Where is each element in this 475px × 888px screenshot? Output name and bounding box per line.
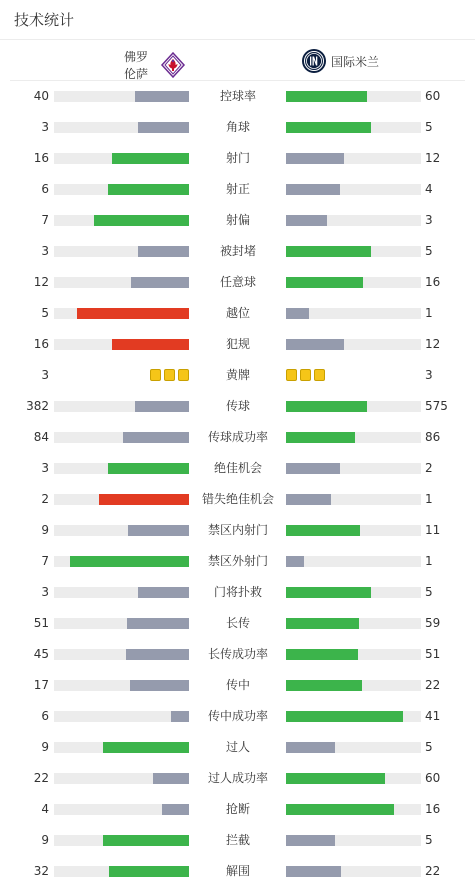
- home-value: 382: [26, 399, 49, 413]
- away-value: 59: [425, 616, 441, 630]
- stat-label: 被封堵: [219, 244, 256, 258]
- stat-row: [0, 112, 475, 143]
- home-bar-fill: [130, 680, 189, 691]
- home-bar-track: [54, 587, 189, 598]
- away-value: 86: [425, 430, 441, 444]
- stat-label: 解围: [225, 864, 250, 878]
- away-value: 12: [425, 151, 441, 165]
- stat-label: 门将扑救: [213, 585, 262, 599]
- away-value: 60: [425, 771, 441, 785]
- away-bar-fill: [286, 742, 335, 753]
- away-value: 5: [425, 120, 433, 134]
- away-value: 1: [425, 554, 433, 568]
- away-value: 575: [425, 399, 448, 413]
- away-bar-track: [286, 525, 421, 536]
- home-bar-fill: [112, 153, 189, 164]
- away-bar-fill: [286, 339, 344, 350]
- home-value: 3: [41, 368, 49, 382]
- home-bar-fill: [77, 308, 189, 319]
- away-value: 2: [425, 461, 433, 475]
- away-bar-track: [286, 246, 421, 257]
- home-value: 3: [41, 585, 49, 599]
- stat-label: 过人: [225, 740, 250, 754]
- stat-row: [0, 81, 475, 112]
- home-bar-fill: [103, 742, 189, 753]
- home-value: 9: [41, 523, 49, 537]
- section-header: [0, 0, 475, 40]
- away-bar-track: [286, 618, 421, 629]
- home-bar-track: [54, 835, 189, 846]
- stat-label: 过人成功率: [207, 771, 268, 785]
- stat-label: 射偏: [225, 213, 250, 227]
- away-value: 16: [425, 275, 441, 289]
- stat-row: [0, 484, 475, 515]
- home-value: 40: [33, 89, 49, 103]
- away-bar-fill: [286, 711, 403, 722]
- home-bar-fill: [127, 618, 189, 629]
- away-value: 11: [425, 523, 441, 537]
- stat-label: 任意球: [219, 275, 256, 289]
- home-value: 6: [41, 709, 49, 723]
- away-bar-track: [286, 773, 421, 784]
- away-value: 5: [425, 585, 433, 599]
- home-bar-track: [54, 432, 189, 443]
- home-bar-fill: [109, 866, 189, 877]
- home-value: 22: [33, 771, 49, 785]
- stat-label: 禁区外射门: [207, 554, 268, 568]
- away-bar-track: [286, 401, 421, 412]
- away-bar-track: [286, 866, 421, 877]
- stat-label: 射正: [225, 182, 250, 196]
- away-bar-fill: [286, 153, 344, 164]
- away-value: 41: [425, 709, 441, 723]
- away-bar-track: [286, 680, 421, 691]
- away-bar-track: [286, 494, 421, 505]
- away-bar-track: [286, 711, 421, 722]
- home-bar-track: [54, 649, 189, 660]
- stat-row: [0, 298, 475, 329]
- home-bar-track: [54, 742, 189, 753]
- home-bar-track: [54, 401, 189, 412]
- stat-label: 错失绝佳机会: [201, 492, 274, 506]
- home-value: 17: [33, 678, 49, 692]
- away-bar-fill: [286, 463, 340, 474]
- away-bar-fill: [286, 91, 367, 102]
- home-bar-fill: [123, 432, 189, 443]
- yellow-card-icon: [164, 369, 175, 381]
- away-bar-fill: [286, 556, 304, 567]
- stat-row: [0, 174, 475, 205]
- away-bar-fill: [286, 246, 371, 257]
- home-bar-track: [54, 91, 189, 102]
- home-bar-fill: [126, 649, 189, 660]
- home-bar-track: [54, 153, 189, 164]
- stat-row: [0, 825, 475, 856]
- away-value: 1: [425, 306, 433, 320]
- away-bar-track: [286, 804, 421, 815]
- away-bar-track: [286, 122, 421, 133]
- stat-row: [0, 360, 475, 391]
- home-bar-track: [54, 618, 189, 629]
- stat-row: [0, 794, 475, 825]
- home-bar-track: [54, 866, 189, 877]
- away-value: 5: [425, 244, 433, 258]
- away-bar-fill: [286, 184, 340, 195]
- away-bar-fill: [286, 308, 309, 319]
- away-value: 12: [425, 337, 441, 351]
- home-value: 3: [41, 461, 49, 475]
- away-bar-track: [286, 556, 421, 567]
- home-bar-fill: [112, 339, 189, 350]
- away-bar-fill: [286, 680, 362, 691]
- stat-row: [0, 577, 475, 608]
- away-value: 5: [425, 740, 433, 754]
- away-team[interactable]: [301, 48, 379, 74]
- stat-row: [0, 391, 475, 422]
- away-value: 60: [425, 89, 441, 103]
- home-bar-track: [54, 773, 189, 784]
- home-value: 45: [33, 647, 49, 661]
- home-bar-fill: [138, 587, 189, 598]
- home-bar-track: [54, 556, 189, 567]
- away-bar-track: [286, 587, 421, 598]
- away-value: 22: [425, 678, 441, 692]
- stat-label: 传球成功率: [207, 430, 268, 444]
- home-value: 32: [33, 864, 49, 878]
- home-bar-track: [54, 277, 189, 288]
- away-bar-track: [286, 339, 421, 350]
- stat-row: [0, 670, 475, 701]
- inter-logo-icon: [301, 48, 327, 74]
- stat-row: [0, 236, 475, 267]
- home-bar-fill: [135, 401, 189, 412]
- yellow-card-icon: [150, 369, 161, 381]
- away-value: 3: [425, 213, 433, 227]
- home-value: 5: [41, 306, 49, 320]
- away-bar-track: [286, 184, 421, 195]
- stat-row: [0, 329, 475, 360]
- away-bar-track: [286, 277, 421, 288]
- away-bar-track: [286, 649, 421, 660]
- away-bar-fill: [286, 587, 371, 598]
- home-value: 3: [41, 244, 49, 258]
- home-bar-fill: [153, 773, 189, 784]
- stat-label: 长传成功率: [207, 647, 268, 661]
- stat-row: [0, 732, 475, 763]
- home-bar-fill: [103, 835, 189, 846]
- home-bar-track: [54, 215, 189, 226]
- home-value: 6: [41, 182, 49, 196]
- stats-list: [0, 81, 475, 887]
- stat-label: 传中成功率: [207, 709, 268, 723]
- home-bar-fill: [162, 804, 189, 815]
- away-yellow-cards: [286, 369, 325, 382]
- yellow-card-icon: [314, 369, 325, 381]
- away-bar-track: [286, 432, 421, 443]
- away-bar-fill: [286, 277, 363, 288]
- home-bar-track: [54, 246, 189, 257]
- home-bar-track: [54, 339, 189, 350]
- home-value: 9: [41, 833, 49, 847]
- home-bar-track: [54, 711, 189, 722]
- stat-label: 传中: [225, 678, 250, 692]
- home-bar-track: [54, 308, 189, 319]
- stat-row: [0, 143, 475, 174]
- stat-row: [0, 422, 475, 453]
- section-title: 技术统计: [14, 11, 75, 29]
- stat-row: [0, 515, 475, 546]
- home-bar-track: [54, 494, 189, 505]
- away-bar-fill: [286, 649, 358, 660]
- home-team[interactable]: [124, 48, 186, 82]
- stat-label: 长传: [225, 616, 250, 630]
- away-value: 3: [425, 368, 433, 382]
- away-bar-track: [286, 91, 421, 102]
- home-bar-fill: [70, 556, 189, 567]
- home-value: 51: [33, 616, 49, 630]
- home-bar-fill: [108, 184, 189, 195]
- home-value: 7: [41, 213, 49, 227]
- stat-row: [0, 856, 475, 887]
- stat-row: [0, 763, 475, 794]
- home-value: 7: [41, 554, 49, 568]
- away-bar-fill: [286, 866, 341, 877]
- home-bar-fill: [135, 91, 189, 102]
- stat-label: 射门: [225, 151, 250, 165]
- away-bar-fill: [286, 525, 360, 536]
- away-team-name: 国际米兰: [331, 54, 380, 69]
- stat-row: [0, 453, 475, 484]
- fiorentina-logo-icon: [160, 52, 186, 78]
- stat-label: 传球: [225, 399, 250, 413]
- home-bar-track: [54, 122, 189, 133]
- stat-row: [0, 639, 475, 670]
- stat-row: [0, 701, 475, 732]
- home-bar-fill: [138, 246, 189, 257]
- home-bar-fill: [138, 122, 189, 133]
- away-bar-track: [286, 463, 421, 474]
- stat-row: [0, 267, 475, 298]
- home-value: 16: [33, 337, 49, 351]
- away-bar-fill: [286, 835, 335, 846]
- away-bar-track: [286, 153, 421, 164]
- stat-label: 角球: [225, 120, 250, 134]
- home-bar-fill: [108, 463, 189, 474]
- away-bar-fill: [286, 432, 355, 443]
- home-bar-track: [54, 463, 189, 474]
- away-bar-fill: [286, 494, 331, 505]
- away-bar-track: [286, 835, 421, 846]
- stat-label: 越位: [225, 306, 250, 320]
- home-value: 16: [33, 151, 49, 165]
- home-value: 84: [33, 430, 49, 444]
- away-bar-fill: [286, 804, 394, 815]
- away-value: 1: [425, 492, 433, 506]
- away-bar-fill: [286, 215, 327, 226]
- away-bar-fill: [286, 122, 371, 133]
- teams-row: [10, 40, 465, 81]
- away-bar-fill: [286, 773, 385, 784]
- stat-row: [0, 608, 475, 639]
- away-bar-track: [286, 742, 421, 753]
- home-bar-fill: [131, 277, 189, 288]
- home-value: 3: [41, 120, 49, 134]
- home-bar-fill: [99, 494, 189, 505]
- away-value: 16: [425, 802, 441, 816]
- yellow-card-icon: [300, 369, 311, 381]
- away-value: 22: [425, 864, 441, 878]
- stat-label: 犯规: [225, 337, 250, 351]
- home-bar-fill: [171, 711, 189, 722]
- home-value: 4: [41, 802, 49, 816]
- home-value: 9: [41, 740, 49, 754]
- yellow-card-icon: [286, 369, 297, 381]
- home-value: 12: [33, 275, 49, 289]
- stat-label: 拦截: [225, 833, 250, 847]
- home-bar-track: [54, 680, 189, 691]
- away-bar-fill: [286, 618, 359, 629]
- away-bar-track: [286, 308, 421, 319]
- yellow-card-icon: [178, 369, 189, 381]
- stat-label: 抢断: [225, 802, 250, 816]
- stat-label: 黄牌: [225, 368, 250, 382]
- home-bar-fill: [128, 525, 189, 536]
- home-yellow-cards: [150, 369, 189, 382]
- stat-row: [0, 205, 475, 236]
- away-value: 5: [425, 833, 433, 847]
- away-bar-track: [286, 215, 421, 226]
- away-value: 4: [425, 182, 433, 196]
- home-bar-track: [54, 804, 189, 815]
- stat-row: [0, 546, 475, 577]
- home-team-name: 佛罗伦萨: [124, 50, 149, 81]
- home-value: 2: [41, 492, 49, 506]
- stat-label: 控球率: [219, 89, 256, 103]
- home-bar-track: [54, 525, 189, 536]
- stat-label: 绝佳机会: [213, 461, 262, 475]
- away-value: 51: [425, 647, 441, 661]
- home-bar-fill: [94, 215, 189, 226]
- away-bar-fill: [286, 401, 367, 412]
- stat-label: 禁区内射门: [207, 523, 268, 537]
- home-bar-track: [54, 184, 189, 195]
